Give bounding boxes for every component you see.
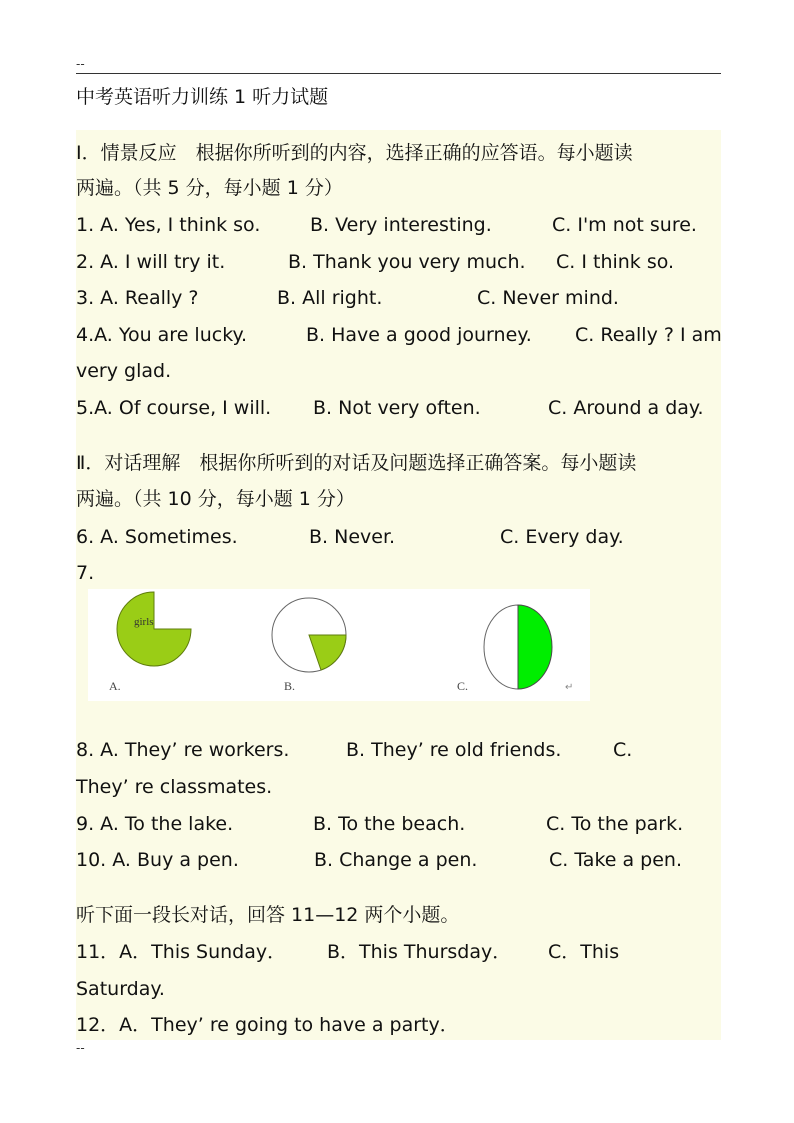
q4-option-c: C. Really ? I am [575,324,722,346]
q6-option-b: B. Never. [309,526,396,548]
q11-option-b: B．This Thursday． [327,941,512,963]
q9-option-a: 9. A. To the lake. [76,813,234,835]
q10-option-c: C. Take a pen. [549,849,683,871]
header-rule [76,73,721,74]
q11-option-c-cont: Saturday. [76,978,165,1000]
pie-a-shape [117,592,191,666]
q4-option-b: B. Have a good journey. [306,324,532,346]
q10-option-b: B. Change a pen. [314,849,478,871]
q9-option-c: C. To the park. [546,813,684,835]
document-title: 中考英语听力训练 1 听力试题 [76,86,329,108]
q8-option-c-cont: They’ re classmates. [76,776,273,798]
q7-figure [88,589,590,701]
label-b: B. [284,679,296,693]
header-mark: -- [76,57,85,71]
section2-heading: Ⅱ．对话理解 根据你所听到的对话及问题选择正确答案。每小题读 [76,452,637,474]
q5-option-a: 5.A. Of course, I will. [76,397,272,419]
section1-heading: Ⅰ．情景反应 根据你所听到的内容，选择正确的应答语。每小题读 [76,142,633,164]
q12-option-a: 12．A．They’ re going to have a party． [76,1014,459,1036]
q1-option-a: 1. A. Yes, I think so. [76,214,261,236]
q2-option-a: 2. A. I will try it. [76,251,226,273]
q3-option-a: 3. A. Really ? [76,287,199,309]
q3-option-c: C. Never mind. [477,287,619,309]
footer-mark: -- [76,1041,85,1055]
q1-option-c: C. I'm not sure. [552,214,697,236]
pie-c-left [484,605,518,689]
q8-option-b: B. They’ re old friends. [346,739,562,761]
q5-option-b: B. Not very often. [313,397,481,419]
long-dialog-intro: 听下面一段长对话，回答 11—12 两个小题。 [76,904,460,926]
q6-option-a: 6. A. Sometimes. [76,526,238,548]
q5-option-c: C. Around a day. [548,397,704,419]
section1-heading-cont: 两遍。（共 5 分，每小题 1 分） [76,177,343,199]
q2-option-c: C. I think so. [556,251,675,273]
q10-option-a: 10. A. Buy a pen. [76,849,239,871]
q3-option-b: B. All right. [277,287,383,309]
q9-option-b: B. To the beach. [313,813,466,835]
pie-a-text: girls [134,616,154,628]
q11-option-a: 11．A．This Sunday． [76,941,287,963]
section2-heading-cont: 两遍。（共 10 分，每小题 1 分） [76,488,355,510]
q2-option-b: B. Thank you very much. [288,251,526,273]
q4-option-c-cont: very glad. [76,360,172,382]
q8-option-a: 8. A. They’ re workers. [76,739,290,761]
q6-option-c: C. Every day. [500,526,624,548]
label-a: A. [109,679,121,693]
q8-option-c: C. [613,739,633,761]
q7-number: 7. [76,562,95,584]
q7-pie-charts [88,589,590,701]
q11-option-c: C．This [548,941,620,963]
label-c: C. [457,679,469,693]
paragraph-mark: ↵ [565,682,574,693]
q4-option-a: 4.A. You are lucky. [76,324,248,346]
q1-option-b: B. Very interesting. [310,214,492,236]
pie-c-right [518,605,552,689]
